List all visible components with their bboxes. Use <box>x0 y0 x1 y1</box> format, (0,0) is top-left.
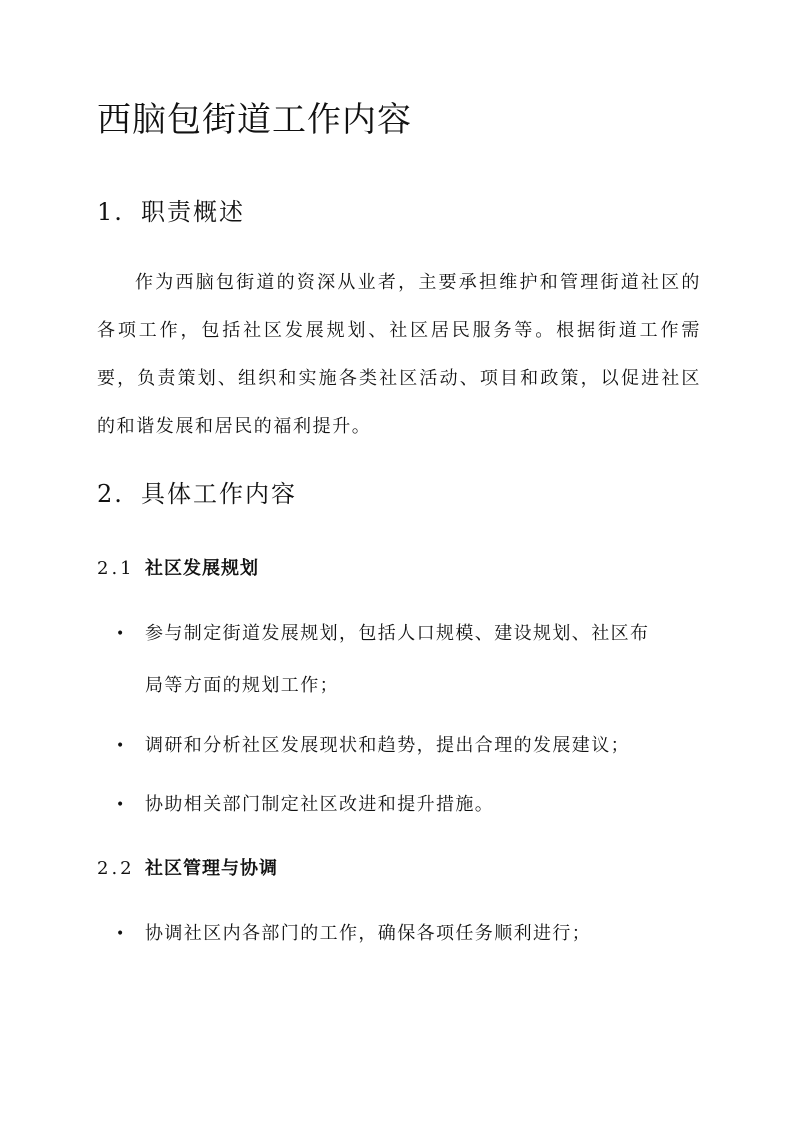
bullet-icon: • <box>116 926 126 942</box>
list-item-text: 参与制定街道发展规划，包括人口规模、建设规划、社区布局等方面的规划工作； <box>145 623 650 696</box>
subsection-title: 社区管理与协调 <box>145 858 278 879</box>
subsection-number: 2.2 <box>97 858 135 879</box>
list-item-text: 调研和分析社区发展现状和趋势，提出合理的发展建议； <box>145 735 630 756</box>
bullet-icon: • <box>116 738 126 754</box>
document-title: 西脑包街道工作内容 <box>97 100 412 140</box>
list-item <box>116 608 666 712</box>
section-number: 2. <box>97 480 124 508</box>
subsection-title: 社区发展规划 <box>145 558 259 579</box>
section-number: 1. <box>97 198 124 226</box>
section-paragraph-1: 作为西脑包街道的资深从业者，主要承担维护和管理街道社区的各项工作，包括社区发展规划、社区居民服务等。根据街道工作需要，负责策划、组织和实施各类社区活动、项目和政策，以促进社区的和谐发展和居民的福利提升。 <box>97 272 701 437</box>
section-title: 具体工作内容 <box>141 480 297 508</box>
subsection-heading-2-2 <box>97 856 278 882</box>
section-heading-1 <box>97 196 245 228</box>
list-item <box>116 779 666 831</box>
subsection-number: 2.1 <box>97 558 135 579</box>
subsection-heading-2-1 <box>97 556 259 582</box>
list-item <box>116 720 666 772</box>
bullet-icon: • <box>116 626 126 642</box>
section-title: 职责概述 <box>141 198 245 226</box>
list-item <box>116 908 666 960</box>
list-item-text: 协助相关部门制定社区改进和提升措施。 <box>145 794 495 815</box>
bullet-icon: • <box>116 797 126 813</box>
list-item-text: 协调社区内各部门的工作，确保各项任务顺利进行； <box>145 923 592 944</box>
section-heading-2 <box>97 478 297 510</box>
